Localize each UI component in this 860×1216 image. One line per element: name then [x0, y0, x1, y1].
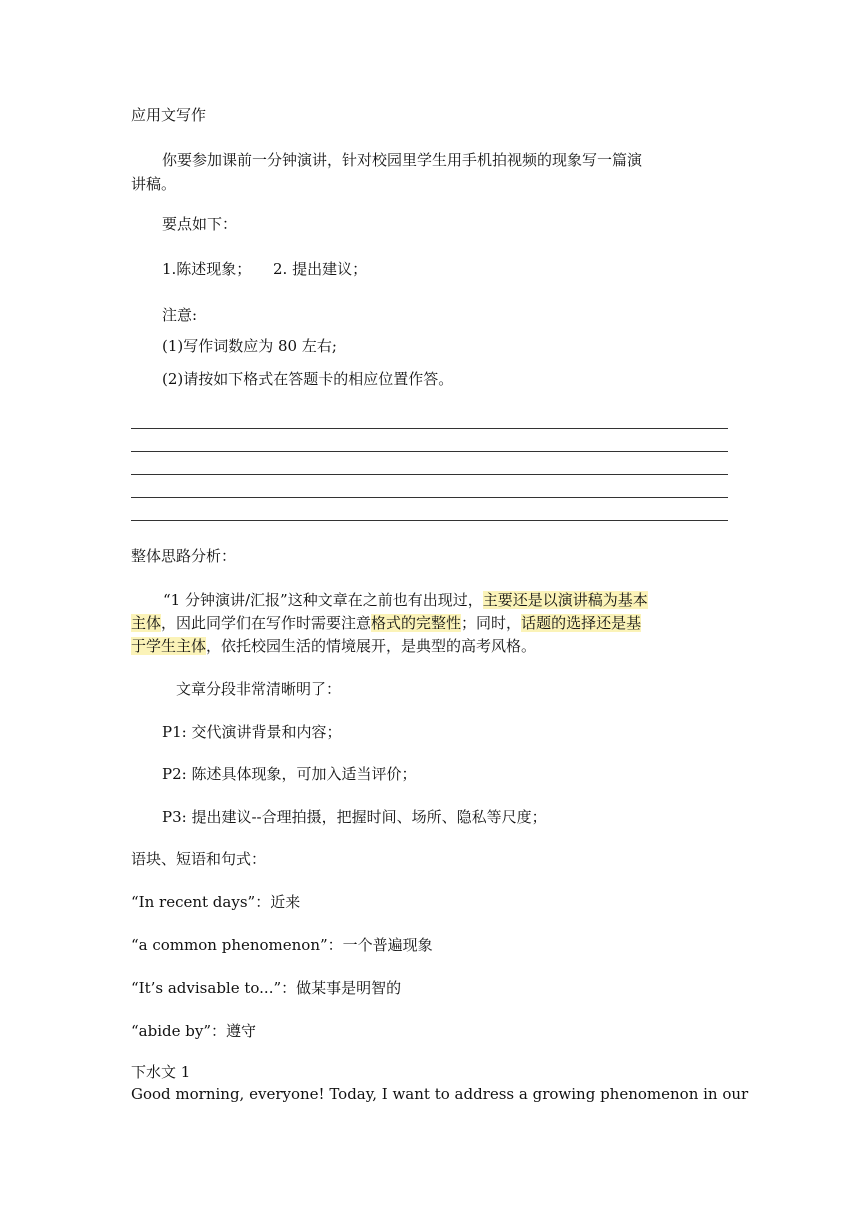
- notes-header: 注意:: [162, 306, 198, 324]
- structure-header: 文章分段非常清晰明了：: [176, 680, 342, 698]
- point-1: 1.陈述现象；: [162, 260, 252, 278]
- section-title: 应用文写作: [131, 106, 207, 124]
- phrase-item: “In recent days”：近来: [131, 893, 301, 911]
- phrase-item: “a common phenomenon”：一个普遍现象: [131, 936, 433, 954]
- analysis-text: ；同时，: [461, 614, 522, 632]
- phrases-header: 语块、短语和句式：: [131, 850, 267, 868]
- answer-line: [131, 520, 728, 521]
- analysis-highlight: 格式的完整性: [371, 614, 462, 632]
- paragraph-p3: P3: 提出建议--合理拍摄，把握时间、场所、隐私等尺度；: [162, 808, 547, 826]
- paragraph-p2: P2: 陈述具体现象，可加入适当评价；: [162, 765, 417, 783]
- points-header: 要点如下：: [162, 215, 238, 233]
- sample-text-line: Good morning, everyone! Today, I want to address a growing phenomenon in our: [131, 1085, 749, 1103]
- analysis-line-1: [163, 589, 648, 611]
- prompt-line-1: 你要参加课前一分钟演讲，针对校园里学生用手机拍视频的现象写一篇演: [162, 151, 643, 169]
- sample-title: 下水文 1: [131, 1063, 191, 1081]
- answer-line: [131, 474, 728, 475]
- analysis-header: 整体思路分析：: [131, 547, 237, 565]
- prompt-line-2: 讲稿。: [131, 175, 177, 193]
- analysis-text: ，因此同学们在写作时需要注意: [161, 614, 372, 632]
- analysis-line-3: [131, 635, 536, 657]
- answer-line: [131, 451, 728, 452]
- analysis-highlight: 主要还是以演讲稿为基本: [482, 591, 648, 609]
- point-2: 2. 提出建议；: [273, 260, 368, 278]
- analysis-text: ，依托校园生活的情境展开，是典型的高考风格。: [206, 637, 537, 655]
- analysis-highlight: 于学生主体: [131, 637, 207, 655]
- answer-line: [131, 428, 728, 429]
- phrase-item: “It’s advisable to...”：做某事是明智的: [131, 979, 402, 997]
- analysis-highlight: 话题的选择还是基: [521, 614, 642, 632]
- phrase-item: “abide by”：遵守: [131, 1022, 257, 1040]
- answer-line: [131, 497, 728, 498]
- paragraph-p1: P1: 交代演讲背景和内容；: [162, 723, 342, 741]
- analysis-text: “1 分钟演讲/汇报”这种文章在之前也有出现过，: [163, 591, 483, 609]
- note-1: (1)写作词数应为 80 左右;: [162, 337, 337, 355]
- note-2: (2)请按如下格式在答题卡的相应位置作答。: [162, 370, 454, 388]
- analysis-highlight: 主体: [131, 614, 162, 632]
- analysis-line-2: [131, 612, 641, 634]
